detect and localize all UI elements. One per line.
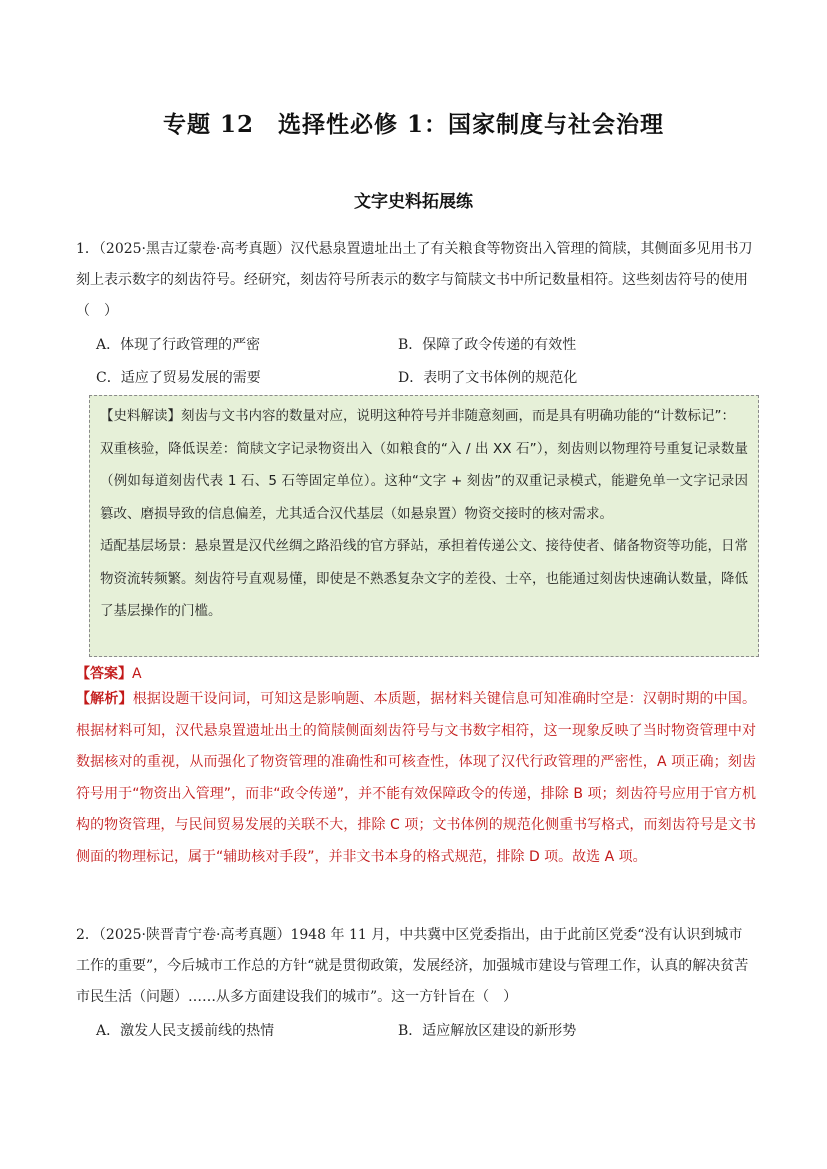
answer-value: A bbox=[132, 666, 142, 682]
question-2-number: 2． bbox=[76, 927, 99, 943]
question-2-option-b: B．适应解放区建设的新形势 bbox=[398, 1023, 577, 1039]
question-2-stem bbox=[76, 920, 756, 1013]
question-1-option-d: D．表明了文书体例的规范化 bbox=[398, 370, 578, 386]
analysis-label: 【解析】 bbox=[76, 691, 133, 707]
analysis-text: 根据设题干设问词，可知这是影响题、本质题，据材料关键信息可知准确时空是：汉朝时期的中国。根据材料可知，汉代悬泉置遗址出土的简牍侧面刻齿符号与文书数字相符，这一现象反映了当时物资管理中对数据核对的重视，从而强化了物资管理的准确性和可核查性，体现了汉代行政管理的严密性，A 项正确；刻齿符号用于“物资出入管理”，而非“政令传递”，并不能有效保障政令的传递，排除 B 项；刻齿符号应用于官方机构的物资管理，与民间贸易发展的关联不大，排除 C 项；文书体例的规范化侧重书写格式，而刻齿符号是文书侧面的物理标记，属于“辅助核对手段”，并非文书本身的格式规范，排除 D 项。故选 A 项。 bbox=[76, 691, 757, 865]
question-2-option-a: A．激发人民支援前线的热情 bbox=[96, 1023, 275, 1039]
question-1-answer bbox=[76, 662, 142, 686]
question-1-option-c: C．适应了贸易发展的需要 bbox=[96, 370, 261, 386]
section-label: 文字史料拓展练 bbox=[344, 190, 483, 214]
section-header bbox=[0, 190, 827, 214]
question-1-stem bbox=[76, 234, 756, 327]
interpretation-paragraph-2: 双重核验，降低误差：简牍文字记录物资出入（如粮食的“入 / 出 XX 石”），刻齿则以物理符号重复记录数量（例如每道刻齿代表 1 石、5 石等固定单位）。这种“文字 + 刻齿”的双重记录模式，能避免单一文字记录因篡改、磨损导致的信息偏差，尤其适合汉代基层（如悬泉置）物资交接时的核对需求。 bbox=[100, 440, 748, 522]
interpretation-paragraph-1: 【史料解读】刻齿与文书内容的数量对应，说明这种符号并非随意刻画，而是具有明确功能的“计数标记”： bbox=[100, 408, 735, 424]
source-interpretation-box bbox=[89, 395, 759, 657]
question-2-source: （2025·陕晋青宁卷·高考真题） bbox=[98, 927, 291, 943]
page-title: 专题 12 选择性必修 1：国家制度与社会治理 bbox=[162, 111, 665, 138]
answer-label: 【答案】 bbox=[76, 666, 132, 682]
question-1-option-a: A．体现了行政管理的严密 bbox=[96, 337, 261, 353]
question-1-number: 1． bbox=[76, 241, 99, 257]
interpretation-paragraph-3: 适配基层场景：悬泉置是汉代丝绸之路沿线的官方驿站，承担着传递公文、接待使者、储备物资等功能，日常物资流转频繁。刻齿符号直观易懂，即使是不熟悉复杂文字的差役、士卒，也能通过刻齿快速确认数量，降低了基层操作的门槛。 bbox=[100, 538, 748, 619]
question-1-text: 汉代悬泉置遗址出土了有关粮食等物资出入管理的简牍，其侧面多见用书刀刻上表示数字的刻齿符号。经研究，刻齿符号所表示的数字与简牍文书中所记数量相符。这些刻齿符号的使用（ ） bbox=[76, 241, 753, 319]
question-1-analysis bbox=[76, 684, 756, 873]
question-2-text: 1948 年 11 月，中共冀中区党委指出，由于此前区党委“没有认识到城市工作的重要”，今后城市工作总的方针“就是贯彻政策，发展经济，加强城市建设与管理工作，认真的解决贫苦市民生活（问题）……从多方面建设我们的城市”。这一方针旨在（ ） bbox=[76, 927, 749, 1005]
question-1-option-b: B．保障了政令传递的有效性 bbox=[398, 337, 577, 353]
question-1-source: （2025·黑吉辽蒙卷·高考真题） bbox=[98, 241, 291, 257]
